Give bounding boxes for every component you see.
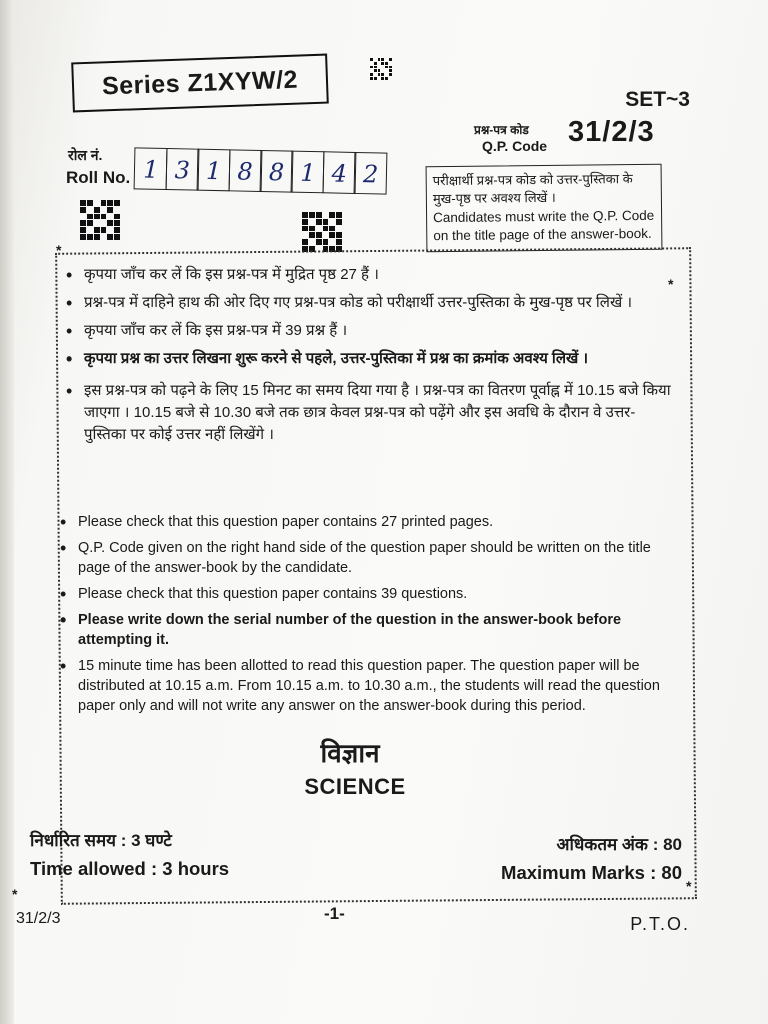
subject-title: SCIENCE (304, 774, 406, 799)
instruction-item: • प्रश्न-पत्र में दाहिने हाथ की ओर दिए गए प्रश्न-पत्र कोड को परीक्षार्थी उत्तर-पुस्तिका के मुख-पृष्ठ पर लिखें । (62, 292, 674, 314)
notice-english: Candidates must write the Q.P. Code on the title page of the answer-book. (433, 207, 655, 243)
maximum-marks-hindi: अधिकतम अंक : 80 (556, 835, 682, 854)
qp-code-label-hindi: प्रश्न-पत्र कोड (474, 123, 529, 137)
roll-label-hindi: रोल नं. (68, 147, 103, 163)
instruction-item: • इस प्रश्न-पत्र को पढ़ने के लिए 15 मिनट का समय दिया गया है । प्रश्न-पत्र का वितरण पूर्वाह्न में 10.15 बजे किया जाएगा । 10.15 बजे से 10.30 बजे तक छात्र केवल प्रश्न-पत्र को पढ़ेंगे और इस अवधि के दौरान वे उत्तर-पुस्तिका पर कोई उत्तर नहीं लिखेंगे । (62, 380, 674, 446)
footer-qp-code: 31/2/3 (16, 910, 61, 927)
instruction-item: • 15 minute time has been allotted to read this question paper. The question paper will be distributed at 10.15 a.m. From 10.15 a.m. to 10.30 a.m., the students will read the question paper only and will not write any answer on the answer-book during this period. (56, 656, 666, 716)
instruction-item: • Please check that this question paper contains 39 questions. (56, 584, 666, 604)
page-number: -1- (324, 904, 345, 923)
instruction-item: • Please check that this question paper contains 27 printed pages. (56, 512, 666, 532)
instruction-item: • कृपया जाँच कर लें कि इस प्रश्न-पत्र में मुद्रित पृष्ठ 27 हैं । (62, 264, 674, 286)
roll-digit: 1 (134, 147, 168, 190)
roll-digit: 1 (197, 149, 231, 192)
roll-number-boxes (136, 147, 388, 194)
star-icon: * (686, 878, 692, 894)
time-allowed-hindi: निर्धारित समय : 3 घण्टे (30, 831, 172, 850)
qp-code-label: Q.P. Code (482, 138, 548, 154)
roll-label: Roll No. (66, 168, 131, 187)
instruction-item: • Please write down the serial number of the question in the answer-book before attempting it. (56, 610, 666, 650)
set-number: SET~3 (625, 88, 690, 111)
qr-code-icon (370, 58, 392, 80)
subject-title-hindi: विज्ञान (320, 738, 380, 768)
star-icon: * (668, 276, 674, 292)
qr-code-icon (302, 212, 342, 252)
roll-digit: 2 (354, 152, 388, 195)
roll-digit: 8 (228, 149, 262, 192)
page-edge-shadow (0, 0, 14, 1024)
roll-digit: 8 (260, 150, 294, 193)
instructions-english (56, 512, 666, 722)
roll-digit: 1 (291, 151, 325, 194)
qp-code-notice-box (426, 164, 663, 252)
instruction-item: • कृपया प्रश्न का उत्तर लिखना शुरू करने से पहले, उत्तर-पुस्तिका में प्रश्न का क्रमांक अवश्य लिखें । (62, 348, 674, 370)
star-icon: * (12, 886, 18, 902)
roll-digit: 3 (165, 148, 199, 191)
star-icon: * (56, 242, 62, 258)
maximum-marks: Maximum Marks : 80 (501, 862, 682, 883)
time-allowed: Time allowed : 3 hours (30, 858, 230, 879)
roll-digit: 4 (322, 151, 356, 194)
series-label: Series Z1XYW/2 (71, 54, 329, 113)
notice-hindi: परीक्षार्थी प्रश्न-पत्र कोड को उत्तर-पुस्तिका के मुख-पृष्ठ पर अवश्य लिखें । (432, 171, 633, 206)
instruction-item: • Q.P. Code given on the right hand side of the question paper should be written on the title page of the answer-book by the candidate. (56, 538, 666, 578)
instruction-item: • कृपया जाँच कर लें कि इस प्रश्न-पत्र में 39 प्रश्न हैं । (62, 320, 674, 342)
instructions-hindi (62, 264, 674, 452)
qr-code-icon (80, 200, 120, 240)
please-turn-over: P.T.O. (630, 914, 690, 934)
qp-code-value: 31/2/3 (568, 116, 655, 148)
